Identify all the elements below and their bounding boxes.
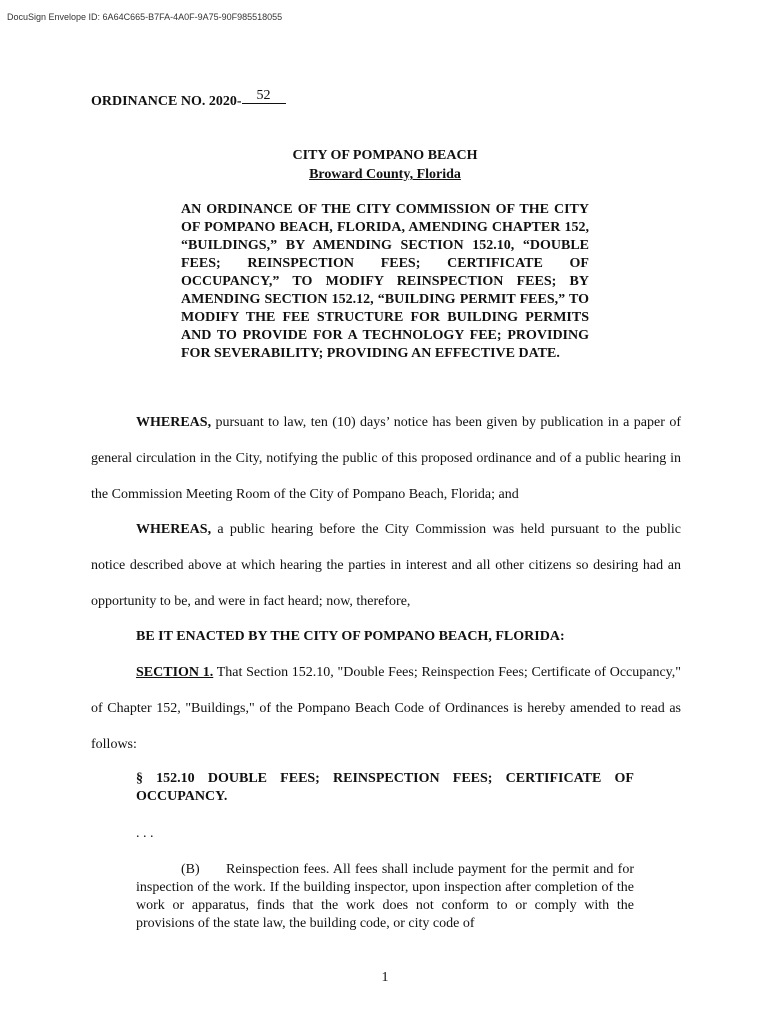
subsection-text: Reinspection fees. All fees shall include payment for the permit and for inspection of the work. If the building inspector, upon inspection after completion of the work or apparatus, finds that the work does not conform to or comply with the provisions of the state law, the building code, or city code of <box>136 862 634 931</box>
subsection-label: (B) <box>181 862 200 877</box>
section-heading: § 152.10 DOUBLE FEES; REINSPECTION FEES; CERTIFICATE OF OCCUPANCY. <box>136 771 634 804</box>
whereas-text: a public hearing before the City Commission was held pursuant to the public notice described above at which hearing the parties in interest and all other citizens so desiring had an opportunity to be, and were in fact heard; now, therefore, <box>91 522 681 609</box>
ordinance-number-value: 52 <box>242 89 286 104</box>
ordinance-number <box>91 88 286 110</box>
ellipsis: . . . <box>136 826 154 841</box>
ordinance-prefix: ORDINANCE NO. 2020- <box>91 94 242 109</box>
page-number: 1 <box>381 970 389 985</box>
whereas-paragraph-1 <box>91 405 681 513</box>
ordinance-title: AN ORDINANCE OF THE CITY COMMISSION OF THE CITY OF POMPANO BEACH, FLORIDA, AMENDING CHAPTER 152, “BUILDINGS,” BY AMENDING SECTION 152.10, “DOUBLE FEES; REINSPECTION FEES; CERTIFICATE OF OCCUPANCY,” TO MODIFY REINSPECTION FEES; BY AMENDING SECTION 152.12, “BUILDING PERMIT FEES,” TO MODIFY THE FEE STRUCTURE FOR BUILDING PERMITS AND TO PROVIDE FOR A TECHNOLOGY FEE; PROVIDING FOR SEVERABILITY; PROVIDING AN EFFECTIVE DATE. <box>181 202 589 361</box>
whereas-lead: WHEREAS, <box>136 415 212 430</box>
whereas-paragraph-2 <box>91 512 681 620</box>
section-1-paragraph <box>91 655 681 763</box>
whereas-text: pursuant to law, ten (10) days’ notice has been given by publication in a paper of general circulation in the City, notifying the public of this proposed ordinance and of a public hearing in the Commission Meeting Room of the City of Pompano Beach, Florida; and <box>91 415 681 502</box>
section-1-lead: SECTION 1. <box>136 665 214 680</box>
enacted-clause: BE IT ENACTED BY THE CITY OF POMPANO BEACH, FLORIDA: <box>136 629 565 644</box>
whereas-lead: WHEREAS, <box>136 522 212 537</box>
county-name: Broward County, Florida <box>309 167 461 182</box>
city-name: CITY OF POMPANO BEACH <box>292 148 478 163</box>
section-1-text: That Section 152.10, "Double Fees; Reinspection Fees; Certificate of Occupancy," of Chapter 152, "Buildings," of the Pompano Beach Code of Ordinances is hereby amended to read as follows: <box>91 665 681 752</box>
subsection-b <box>136 861 634 933</box>
envelope-id: DocuSign Envelope ID: 6A64C665-B7FA-4A0F-9A75-90F985518055 <box>7 12 283 22</box>
